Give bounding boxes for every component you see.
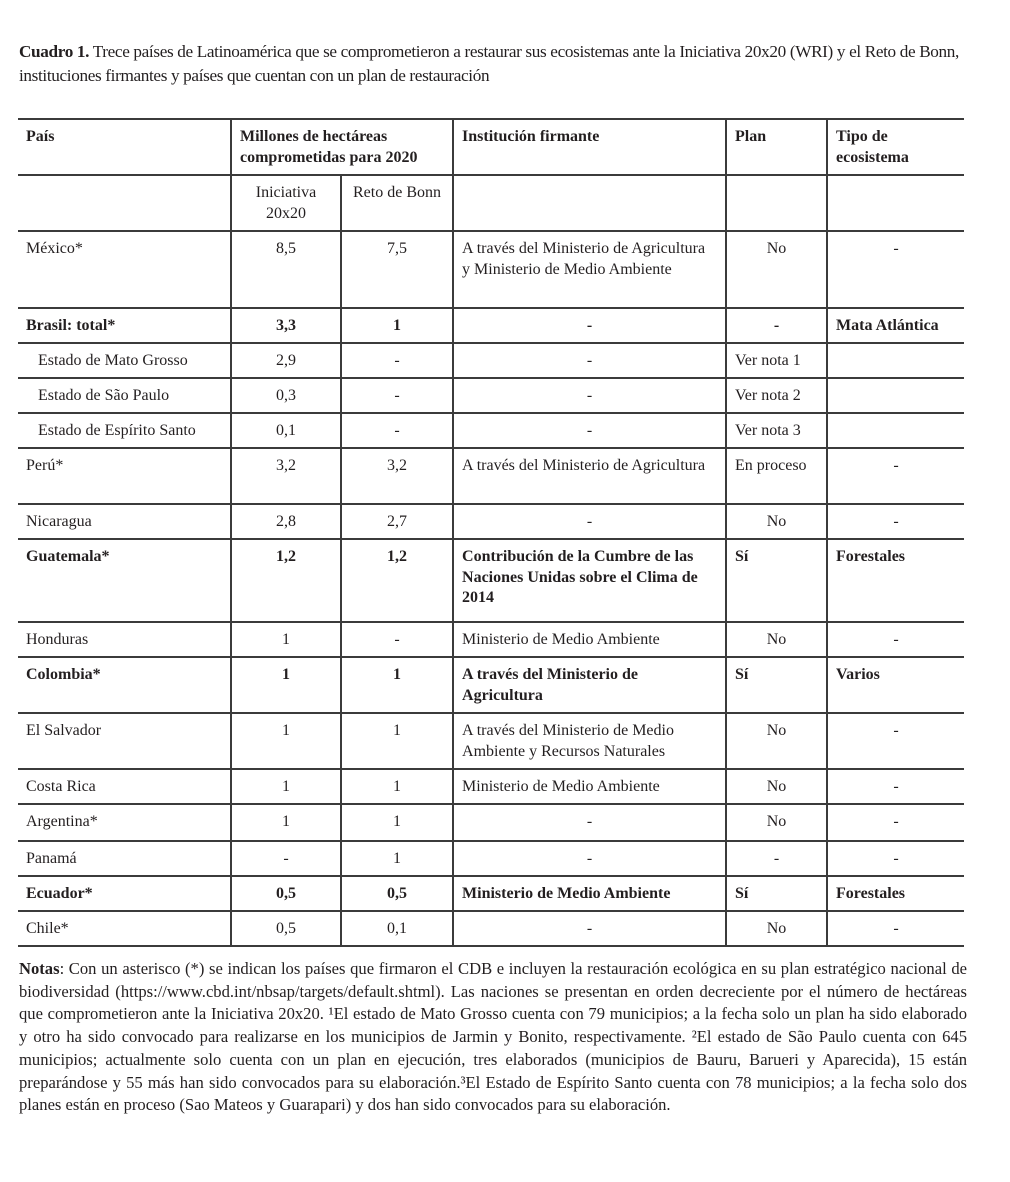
cell-iniciativa: 3,2 [231,448,341,504]
cell-reto: 2,7 [341,504,453,539]
cell-institucion: Ministerio de Medio Ambiente [453,622,726,657]
cell-plan: No [726,231,827,308]
table-notes [19,958,967,1117]
cell-tipo: Mata Atlántica [827,308,964,343]
table-row [18,876,964,911]
subheader-empty [18,175,231,231]
cell-institucion: A través del Ministerio de Medio Ambiente y Recursos Naturales [453,713,726,769]
cell-tipo: - [827,713,964,769]
cell-institucion: A través del Ministerio de Agricultura y Ministerio de Medio Ambiente [453,231,726,308]
cell-tipo: - [827,911,964,946]
cell-iniciativa: 0,5 [231,911,341,946]
cell-tipo [827,343,964,378]
subheader-row [18,175,964,231]
restoration-table [18,118,964,947]
cell-pais: Perú* [18,448,231,504]
table-row [18,841,964,876]
cell-reto: - [341,378,453,413]
cell-tipo [827,413,964,448]
cell-reto: 1 [341,841,453,876]
subheader-empty [726,175,827,231]
cell-plan: No [726,713,827,769]
cell-iniciativa: 1 [231,713,341,769]
cell-plan: No [726,622,827,657]
cell-pais: Estado de Espírito Santo [18,413,231,448]
header-millones: Millones de hectáreas comprometidas para 2020 [231,119,453,175]
subheader-iniciativa: Iniciativa 20x20 [231,175,341,231]
cell-plan: - [726,308,827,343]
cell-pais: Honduras [18,622,231,657]
cell-reto: 1 [341,769,453,804]
cell-reto: - [341,413,453,448]
table-row [18,911,964,946]
cell-plan: Sí [726,876,827,911]
cell-institucion: - [453,841,726,876]
cell-pais: Brasil: total* [18,308,231,343]
cell-pais: Estado de São Paulo [18,378,231,413]
cell-institucion: Ministerio de Medio Ambiente [453,769,726,804]
cell-institucion: - [453,413,726,448]
cell-iniciativa: 3,3 [231,308,341,343]
table-row [18,713,964,769]
cell-iniciativa: 8,5 [231,231,341,308]
cell-tipo: Forestales [827,876,964,911]
table-row [18,378,964,413]
cell-pais: Nicaragua [18,504,231,539]
cell-iniciativa: 1 [231,804,341,841]
cell-reto: 3,2 [341,448,453,504]
cell-institucion: A través del Ministerio de Agricultura [453,448,726,504]
cell-institucion: Contribución de la Cumbre de las Naciones Unidas sobre el Clima de 2014 [453,539,726,622]
table-row [18,231,964,308]
cell-reto: 1 [341,713,453,769]
cell-plan: Ver nota 3 [726,413,827,448]
cell-plan: No [726,911,827,946]
header-row [18,119,964,175]
cell-pais: El Salvador [18,713,231,769]
cell-pais: Costa Rica [18,769,231,804]
cell-tipo: Forestales [827,539,964,622]
cell-reto: 1 [341,657,453,713]
cell-plan: No [726,504,827,539]
header-pais: País [18,119,231,175]
table-row [18,804,964,841]
cell-reto: 1 [341,308,453,343]
cell-institucion: A través del Ministerio de Agricultura [453,657,726,713]
caption-label: Cuadro 1. [19,42,90,61]
table-caption [19,40,967,87]
cell-institucion: - [453,378,726,413]
cell-pais: Chile* [18,911,231,946]
cell-tipo: - [827,841,964,876]
cell-iniciativa: 2,8 [231,504,341,539]
cell-iniciativa: 1 [231,657,341,713]
cell-reto: 1 [341,804,453,841]
cell-reto: - [341,343,453,378]
cell-iniciativa: - [231,841,341,876]
table-row [18,539,964,622]
cell-pais: Argentina* [18,804,231,841]
cell-institucion: - [453,911,726,946]
header-institucion: Institución firmante [453,119,726,175]
cell-reto: 1,2 [341,539,453,622]
cell-tipo: - [827,448,964,504]
cell-iniciativa: 0,3 [231,378,341,413]
cell-tipo: - [827,231,964,308]
cell-iniciativa: 1 [231,769,341,804]
table-row [18,622,964,657]
cell-plan: Ver nota 1 [726,343,827,378]
cell-iniciativa: 0,5 [231,876,341,911]
subheader-empty [827,175,964,231]
notes-text: : Con un asterisco (*) se indican los países que firmaron el CDB e incluyen la restauración ecológica en su plan estratégico nacional de biodiversidad (https://www.cbd.int/nbsap/targets/default.shtml). Las naciones se presentan en orden decreciente por el número de hectáreas que comprometieron ante la Iniciativa 20x20. ¹El estado de Mato Grosso cuenta con 79 municipios; a la fecha solo un plan ha sido elaborado y otro ha sido convocado para realizarse en los municipios de Jarmin y Bonito, respectivamente. ²El estado de São Paulo cuenta con 645 municipios; actualmente solo cuenta con un plan en ejecución, tres elaborados (municipios de Bauru, Barueri y Aparecida), 15 están preparándose y 55 más han sido convocados para su elaboración.³El Estado de Espírito Santo cuenta con 78 municipios; a la fecha solo dos planes están en proceso (Sao Mateos y Guarapari) y dos han sido convocados para su elaboración. [19,959,967,1115]
cell-plan: - [726,841,827,876]
table-row [18,343,964,378]
cell-pais: Estado de Mato Grosso [18,343,231,378]
cell-plan: Sí [726,657,827,713]
cell-reto: 0,1 [341,911,453,946]
table-row [18,308,964,343]
subheader-empty [453,175,726,231]
cell-reto: 7,5 [341,231,453,308]
cell-tipo: - [827,804,964,841]
cell-tipo: - [827,769,964,804]
cell-iniciativa: 0,1 [231,413,341,448]
cell-institucion: Ministerio de Medio Ambiente [453,876,726,911]
caption-text: Trece países de Latinoamérica que se comprometieron a restaurar sus ecosistemas ante la Iniciativa 20x20 (WRI) y el Reto de Bonn, instituciones firmantes y países que cuentan con un plan de restauración [19,42,959,85]
notes-label: Notas [19,959,60,978]
cell-pais: México* [18,231,231,308]
cell-iniciativa: 1 [231,622,341,657]
cell-tipo: - [827,622,964,657]
cell-plan: No [726,769,827,804]
cell-iniciativa: 2,9 [231,343,341,378]
cell-iniciativa: 1,2 [231,539,341,622]
cell-plan: En proceso [726,448,827,504]
cell-reto: 0,5 [341,876,453,911]
cell-plan: Sí [726,539,827,622]
cell-reto: - [341,622,453,657]
cell-institucion: - [453,504,726,539]
cell-plan: No [726,804,827,841]
cell-pais: Panamá [18,841,231,876]
header-plan: Plan [726,119,827,175]
cell-tipo [827,378,964,413]
cell-tipo: Varios [827,657,964,713]
table-row [18,769,964,804]
cell-pais: Colombia* [18,657,231,713]
table-row [18,413,964,448]
cell-plan: Ver nota 2 [726,378,827,413]
table-row [18,448,964,504]
cell-institucion: - [453,804,726,841]
cell-tipo: - [827,504,964,539]
header-tipo: Tipo de ecosistema [827,119,964,175]
cell-institucion: - [453,308,726,343]
cell-institucion: - [453,343,726,378]
cell-pais: Ecuador* [18,876,231,911]
cell-pais: Guatemala* [18,539,231,622]
table-row [18,657,964,713]
subheader-reto: Reto de Bonn [341,175,453,231]
table-row [18,504,964,539]
